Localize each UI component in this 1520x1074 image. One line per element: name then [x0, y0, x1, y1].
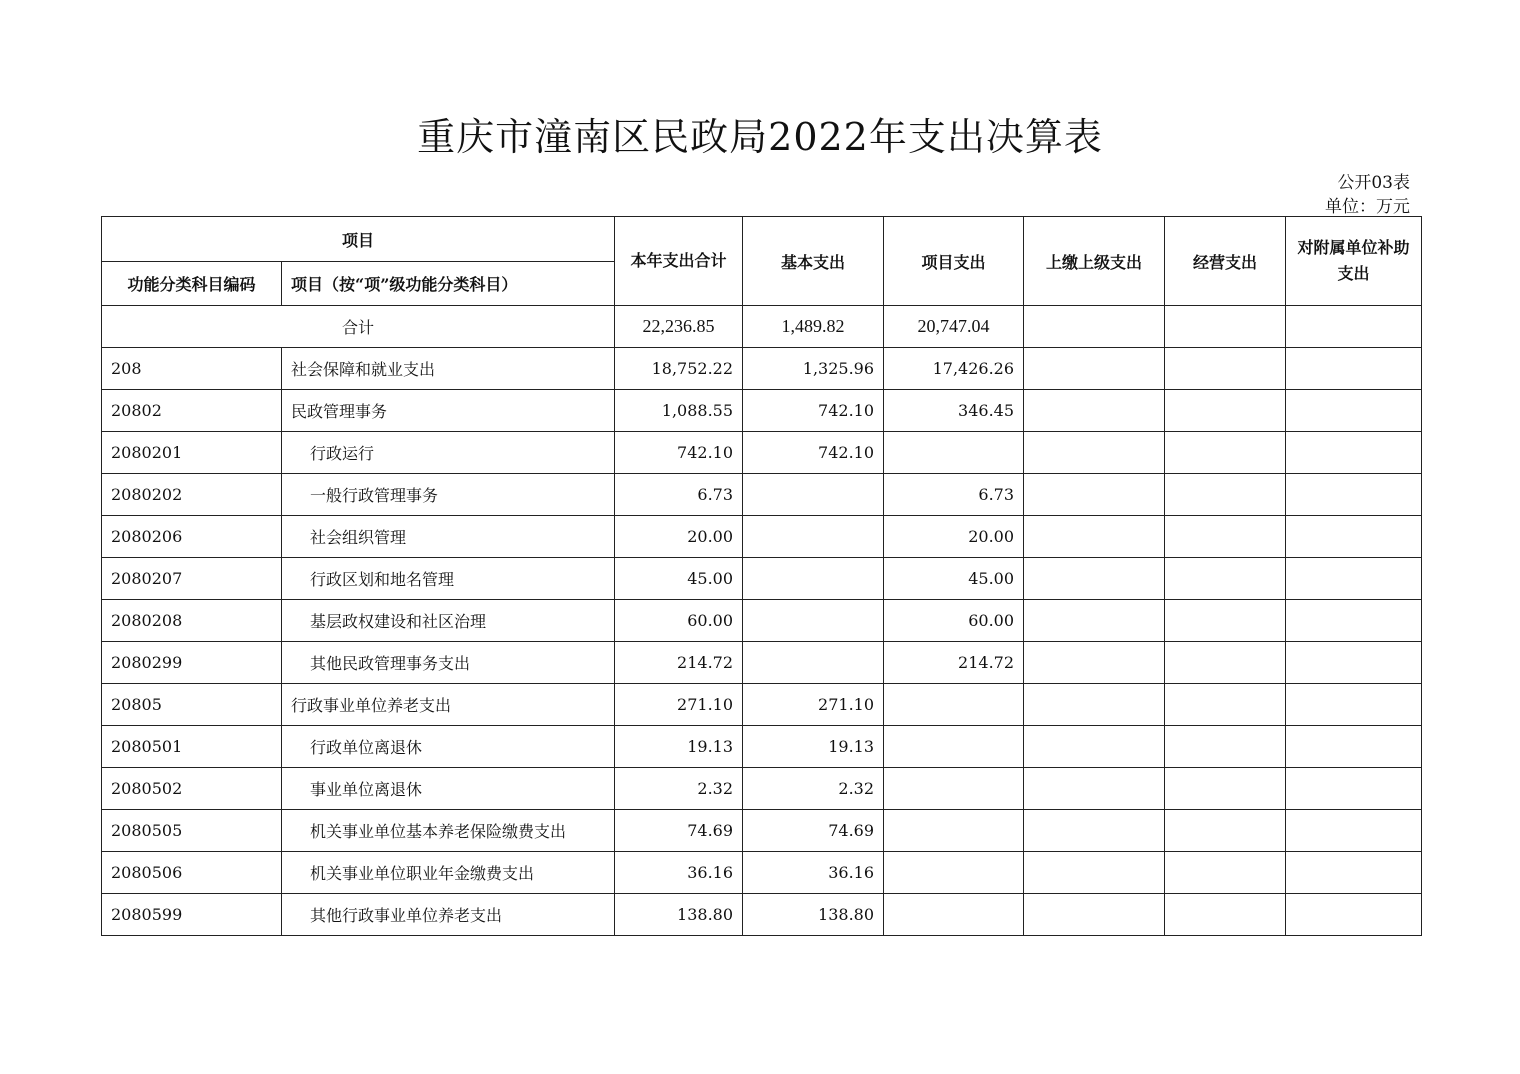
- table-number: 公开03表: [1337, 173, 1410, 193]
- row-code: 20805: [102, 684, 282, 726]
- total-subsidy: [1286, 306, 1422, 348]
- row-total: 45.00: [615, 558, 743, 600]
- row-business: [1165, 474, 1286, 516]
- table-row: [102, 600, 1422, 642]
- row-name: 事业单位离退休: [282, 768, 615, 810]
- row-upper: [1024, 684, 1165, 726]
- row-basic: [743, 558, 884, 600]
- total-sum: 22,236.85: [615, 306, 743, 348]
- header-subsidy: 对附属单位补助支出: [1286, 217, 1422, 306]
- row-project: 6.73: [884, 474, 1024, 516]
- table-row: [102, 348, 1422, 390]
- row-basic: [743, 516, 884, 558]
- row-code: 20802: [102, 390, 282, 432]
- row-basic: 19.13: [743, 726, 884, 768]
- row-total: 36.16: [615, 852, 743, 894]
- row-subsidy: [1286, 726, 1422, 768]
- row-code: 2080202: [102, 474, 282, 516]
- total-upper: [1024, 306, 1165, 348]
- unit-label: 单位：万元: [1325, 197, 1410, 217]
- row-total: 742.10: [615, 432, 743, 474]
- header-project: 项目支出: [884, 217, 1024, 306]
- header-business: 经营支出: [1165, 217, 1286, 306]
- row-code: 2080506: [102, 852, 282, 894]
- table-row: [102, 390, 1422, 432]
- row-subsidy: [1286, 600, 1422, 642]
- row-upper: [1024, 474, 1165, 516]
- row-project: [884, 894, 1024, 936]
- header-total: 本年支出合计: [615, 217, 743, 306]
- row-upper: [1024, 558, 1165, 600]
- table-row: [102, 852, 1422, 894]
- header-code: 功能分类科目编码: [102, 262, 282, 306]
- row-project: [884, 810, 1024, 852]
- row-total: 20.00: [615, 516, 743, 558]
- row-upper: [1024, 768, 1165, 810]
- row-project: [884, 432, 1024, 474]
- row-code: 2080299: [102, 642, 282, 684]
- row-subsidy: [1286, 684, 1422, 726]
- row-total: 19.13: [615, 726, 743, 768]
- table-row: [102, 810, 1422, 852]
- row-business: [1165, 852, 1286, 894]
- row-business: [1165, 516, 1286, 558]
- row-project: [884, 768, 1024, 810]
- row-code: 2080501: [102, 726, 282, 768]
- row-business: [1165, 432, 1286, 474]
- row-total: 271.10: [615, 684, 743, 726]
- row-name: 机关事业单位基本养老保险缴费支出: [282, 810, 615, 852]
- row-code: 2080599: [102, 894, 282, 936]
- row-subsidy: [1286, 390, 1422, 432]
- row-name: 行政单位离退休: [282, 726, 615, 768]
- table-row: [102, 894, 1422, 936]
- row-subsidy: [1286, 558, 1422, 600]
- row-upper: [1024, 642, 1165, 684]
- table-row: [102, 684, 1422, 726]
- row-project: 17,426.26: [884, 348, 1024, 390]
- page-title: 重庆市潼南区民政局2022年支出决算表: [417, 115, 1103, 159]
- row-basic: 742.10: [743, 390, 884, 432]
- table-row: [102, 726, 1422, 768]
- row-total: 138.80: [615, 894, 743, 936]
- header-upper: 上缴上级支出: [1024, 217, 1165, 306]
- row-project: 60.00: [884, 600, 1024, 642]
- total-label: 合计: [102, 306, 615, 348]
- row-name: 民政管理事务: [282, 390, 615, 432]
- row-upper: [1024, 726, 1165, 768]
- header-item: 项目: [102, 217, 615, 262]
- row-name: 机关事业单位职业年金缴费支出: [282, 852, 615, 894]
- row-name: 其他行政事业单位养老支出: [282, 894, 615, 936]
- row-name: 行政事业单位养老支出: [282, 684, 615, 726]
- table-row: [102, 432, 1422, 474]
- row-code: 2080201: [102, 432, 282, 474]
- row-upper: [1024, 894, 1165, 936]
- row-basic: 1,325.96: [743, 348, 884, 390]
- row-name: 社会保障和就业支出: [282, 348, 615, 390]
- row-basic: [743, 474, 884, 516]
- row-subsidy: [1286, 348, 1422, 390]
- row-basic: 2.32: [743, 768, 884, 810]
- row-business: [1165, 684, 1286, 726]
- row-code: 2080505: [102, 810, 282, 852]
- row-total: 18,752.22: [615, 348, 743, 390]
- row-total: 214.72: [615, 642, 743, 684]
- row-upper: [1024, 810, 1165, 852]
- header-name: 项目（按“项”级功能分类科目）: [282, 262, 615, 306]
- row-project: [884, 726, 1024, 768]
- row-basic: [743, 642, 884, 684]
- row-upper: [1024, 390, 1165, 432]
- row-business: [1165, 726, 1286, 768]
- total-business: [1165, 306, 1286, 348]
- row-project: [884, 684, 1024, 726]
- total-project: 20,747.04: [884, 306, 1024, 348]
- row-subsidy: [1286, 852, 1422, 894]
- row-name: 行政区划和地名管理: [282, 558, 615, 600]
- row-upper: [1024, 432, 1165, 474]
- row-upper: [1024, 516, 1165, 558]
- row-subsidy: [1286, 642, 1422, 684]
- row-business: [1165, 600, 1286, 642]
- row-upper: [1024, 600, 1165, 642]
- table-row: [102, 516, 1422, 558]
- row-business: [1165, 348, 1286, 390]
- row-business: [1165, 894, 1286, 936]
- row-business: [1165, 768, 1286, 810]
- row-project: 45.00: [884, 558, 1024, 600]
- row-project: 214.72: [884, 642, 1024, 684]
- total-row: [102, 306, 1422, 348]
- row-name: 行政运行: [282, 432, 615, 474]
- row-name: 基层政权建设和社区治理: [282, 600, 615, 642]
- row-name: 社会组织管理: [282, 516, 615, 558]
- row-subsidy: [1286, 474, 1422, 516]
- row-total: 74.69: [615, 810, 743, 852]
- row-code: 2080206: [102, 516, 282, 558]
- row-code: 2080502: [102, 768, 282, 810]
- row-upper: [1024, 852, 1165, 894]
- row-subsidy: [1286, 516, 1422, 558]
- row-code: 2080207: [102, 558, 282, 600]
- row-basic: 74.69: [743, 810, 884, 852]
- row-total: 6.73: [615, 474, 743, 516]
- row-basic: 271.10: [743, 684, 884, 726]
- row-project: [884, 852, 1024, 894]
- row-project: 346.45: [884, 390, 1024, 432]
- row-subsidy: [1286, 432, 1422, 474]
- header-basic: 基本支出: [743, 217, 884, 306]
- row-total: 60.00: [615, 600, 743, 642]
- row-code: 2080208: [102, 600, 282, 642]
- row-total: 1,088.55: [615, 390, 743, 432]
- table-row: [102, 474, 1422, 516]
- row-total: 2.32: [615, 768, 743, 810]
- row-basic: 742.10: [743, 432, 884, 474]
- row-basic: [743, 600, 884, 642]
- row-project: 20.00: [884, 516, 1024, 558]
- row-business: [1165, 642, 1286, 684]
- table-row: [102, 768, 1422, 810]
- row-subsidy: [1286, 768, 1422, 810]
- row-name: 其他民政管理事务支出: [282, 642, 615, 684]
- table-row: [102, 642, 1422, 684]
- row-name: 一般行政管理事务: [282, 474, 615, 516]
- row-code: 208: [102, 348, 282, 390]
- row-basic: 36.16: [743, 852, 884, 894]
- row-subsidy: [1286, 810, 1422, 852]
- expenditure-table: [101, 216, 1422, 936]
- row-basic: 138.80: [743, 894, 884, 936]
- row-business: [1165, 810, 1286, 852]
- table-row: [102, 558, 1422, 600]
- row-business: [1165, 390, 1286, 432]
- total-basic: 1,489.82: [743, 306, 884, 348]
- row-upper: [1024, 348, 1165, 390]
- row-subsidy: [1286, 894, 1422, 936]
- row-business: [1165, 558, 1286, 600]
